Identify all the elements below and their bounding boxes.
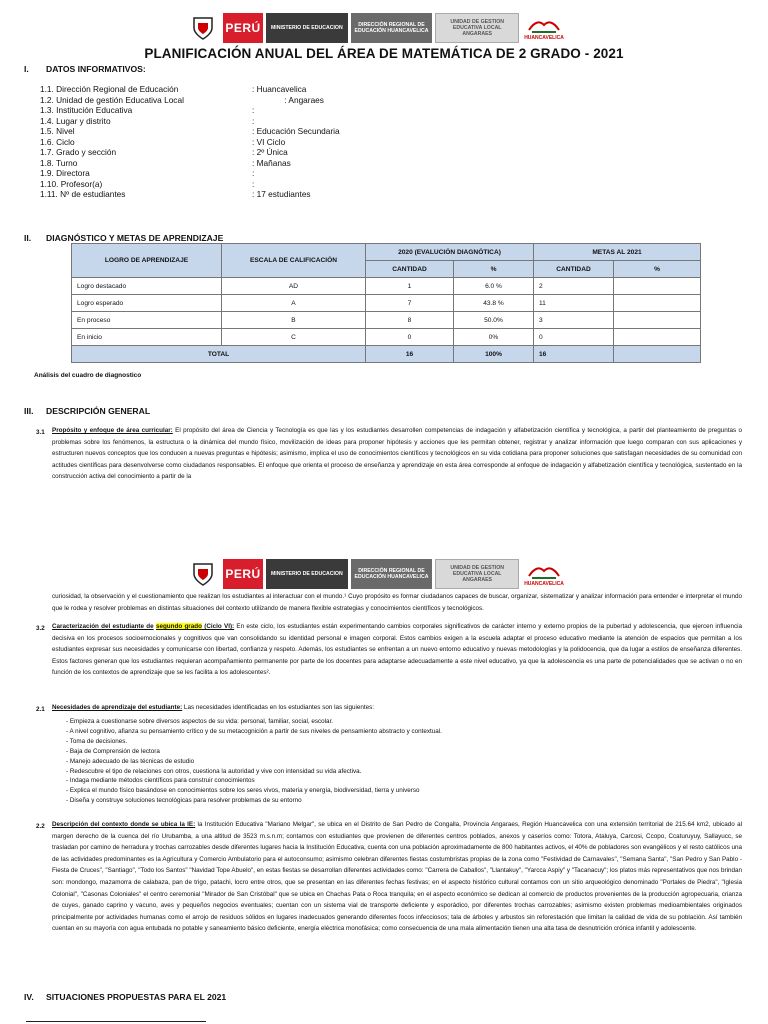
- col-metas: METAS AL 2021: [534, 244, 701, 261]
- page-title: PLANIFICACIÓN ANUAL DEL ÁREA DE MATEMÁTICA DE 2 GRADO - 2021: [144, 46, 624, 61]
- header-banner-page-2: [186, 559, 566, 589]
- region-logo-label: HUANCAVELICA: [524, 580, 564, 587]
- datos-row: [40, 137, 340, 148]
- cell-total-label: TOTAL: [72, 346, 366, 363]
- datos-informativos: [40, 84, 340, 200]
- cell-cantidad: 0: [366, 329, 454, 346]
- datos-key: 1.6. Ciclo: [40, 136, 75, 147]
- table-row: [72, 295, 701, 312]
- datos-value: : Angaraes: [252, 94, 324, 105]
- datos-key: 1.5. Nivel: [40, 126, 75, 136]
- table-row: [72, 278, 701, 295]
- cell-meta-pct: [614, 329, 701, 346]
- p31-text: El propósito del área de Ciencia y Tecnología es que las y los estudiantes desarrollen competencias de indagación y alfabetización científica y tecnológica, a partir del planteamiento de preguntas o problemas sobre los fenómenos, la estructura o la dinámica del mundo físico, movilización de ideas para proponer hipótesis y acciones que les permitan obtener, registrar y analizar información que luego comparan con sus aplicaciones y estructuren nuevos conceptos que los conducen a nuevas preguntas e hipótesis; asimismo, implica el uso de conocimientos científicos y tecnológicos en su vida cotidiana para proponer soluciones que satisfagan necesidades de su comunidad con actitudes científicas para desenvolverse como ciudadanos responsables. El enfoque que orienta el proceso de enseñanza y aprendizaje en esta área corresponde al enfoque de indagación y alfabetización científica y tecnológica, sustentado en la construcción activa del conocimiento a partir de la: [52, 427, 743, 481]
- p32-label-highlight: segundo grado: [155, 623, 202, 630]
- datos-value: : 17 estudiantes: [252, 189, 311, 199]
- list-item: - Explica el mundo físico basándose en conocimientos sobre los seres vivos, materia y energía, biodiversidad, tierra y universo: [66, 786, 442, 796]
- cell-escala: B: [222, 312, 366, 329]
- p21-label: Necesidades de aprendizaje del estudiante:: [52, 704, 183, 711]
- datos-value: : 2º Única: [252, 147, 288, 157]
- datos-key: 1.7. Grado y sección: [40, 147, 117, 157]
- datos-value: : Huancavelica: [252, 84, 307, 94]
- datos-value: :: [252, 178, 255, 189]
- direccion-label: DIRECCIÓN REGIONAL DE EDUCACIÓN HUANCAVELICA: [351, 13, 433, 43]
- section-1-title: DATOS INFORMATIVOS:: [46, 64, 146, 74]
- section-4-title: SITUACIONES PROPUESTAS PARA EL 2021: [46, 992, 227, 1002]
- cell-logro: En inicio: [72, 329, 222, 346]
- datos-value: :: [252, 105, 255, 115]
- list-item: - Indaga mediante métodos científicos para construir conocimientos: [66, 776, 442, 786]
- table-row: [72, 312, 701, 329]
- list-item: - A nivel cognitivo, afianza su pensamiento crítico y de su metacognición a partir de sus niveles de pensamiento abstracto y contextual.: [66, 727, 442, 737]
- p22-paragraph: [52, 819, 742, 935]
- cell-logro: En proceso: [72, 312, 222, 329]
- p32-number: 3.2: [36, 625, 45, 632]
- datos-row: [40, 179, 340, 190]
- peru-label: PERÚ: [223, 559, 263, 589]
- section-2-heading: [24, 233, 223, 243]
- datos-key: 1.2. Unidad de gestión Educativa Local: [40, 94, 184, 105]
- list-item: - Empieza a cuestionarse sobre diversos aspectos de su vida: personal, familiar, social, escolar.: [66, 717, 442, 727]
- cell-escala: C: [222, 329, 366, 346]
- section-1-number: I.: [24, 64, 29, 74]
- cell-total-meta: 16: [534, 346, 614, 363]
- cell-total-meta-pct: [614, 346, 701, 363]
- datos-value: :: [252, 115, 255, 126]
- datos-row: [40, 158, 340, 169]
- cell-meta-pct: [614, 295, 701, 312]
- diagnostic-table: [71, 243, 701, 363]
- table-header-row: [72, 244, 701, 261]
- cell-pct: 43.8 %: [454, 295, 534, 312]
- p22-label: Descripción del contexto donde se ubica la IE:: [52, 821, 196, 828]
- section-3-title: DESCRIPCIÓN GENERAL: [46, 406, 151, 416]
- col-pct-meta: %: [614, 261, 701, 278]
- analysis-note: Análisis del cuadro de diagnostico: [34, 372, 142, 379]
- datos-key: 1.1. Dirección Regional de Educación: [40, 84, 179, 94]
- region-logo-label: HUANCAVELICA: [524, 34, 564, 41]
- cell-pct: 50.0%: [454, 312, 534, 329]
- col-cantidad-meta: CANTIDAD: [534, 261, 614, 278]
- list-item: - Baja de Comprensión de lectora: [66, 747, 442, 757]
- col-2020: 2020 (EVALUCIÓN DIAGNÓTICA): [366, 244, 534, 261]
- datos-row: [40, 126, 340, 137]
- datos-row: [40, 168, 340, 179]
- datos-value: : VI Ciclo: [252, 136, 286, 147]
- cell-meta-pct: [614, 312, 701, 329]
- p31-paragraph: [52, 425, 742, 483]
- p22-number: 2.2: [36, 823, 45, 830]
- section-2-title: DIAGNÓSTICO Y METAS DE APRENDIZAJE: [46, 233, 224, 243]
- p21-number: 2.1: [36, 706, 45, 713]
- p21-paragraph: [52, 702, 742, 714]
- list-item: - Manejo adecuado de las técnicas de estudio: [66, 757, 442, 767]
- peru-label: PERÚ: [223, 13, 263, 43]
- datos-key: 1.10. Profesor(a): [40, 178, 103, 189]
- col-pct-2020: %: [454, 261, 534, 278]
- p31-label: Propósito y enfoque de área curricular:: [52, 427, 173, 434]
- p32-label-a: Caracterización del estudiante de: [52, 623, 154, 630]
- p32-text: En este ciclo, los estudiantes están experimentando cambios corporales significativos de carácter interno y externo propios de la pubertad y adolescencia, que ejercen influencia decisiva en los procesos socioemocionales y cognitivos que van consolidando su identidad personal e imagen corporal. Estos cambios exigen a la escuela adaptar el proceso educativo mediante la atención de espacios que permitan a los estudiantes expresar sus necesidades y comunicarse con libertad, confianza y respeto. Además, los estudiantes se enfrentan a un nuevo entorno educativo y nuevas metodologías y la polidocencia, que da lugar a estilos de enseñanza diferentes. Estos factores generan que los estudiantes requieran acompañamiento permanente por parte de los docentes para adaptarse adecuadamente a este nivel educativo, ya que la adolescencia es una parte de potencialidades que se activan o no en función de los contextos de aprendizaje que se les facilita a los adolescentes².: [52, 623, 742, 677]
- datos-key: 1.3. Institución Educativa: [40, 105, 133, 115]
- p31-number: 3.1: [36, 429, 45, 436]
- cell-cantidad: 8: [366, 312, 454, 329]
- cell-total-pct: 100%: [454, 346, 534, 363]
- cell-escala: AD: [222, 278, 366, 295]
- cell-logro: Logro esperado: [72, 295, 222, 312]
- datos-row: [40, 147, 340, 158]
- col-escala: ESCALA DE CALIFICACIÓN: [222, 244, 366, 278]
- cell-meta-pct: [614, 278, 701, 295]
- peru-shield-icon: [186, 13, 220, 43]
- cell-cantidad: 7: [366, 295, 454, 312]
- col-logro: LOGRO DE APRENDIZAJE: [72, 244, 222, 278]
- datos-row: [40, 84, 340, 95]
- table-row: [72, 329, 701, 346]
- list-item: - Toma de decisiones.: [66, 737, 442, 747]
- datos-key: 1.8. Turno: [40, 157, 78, 168]
- datos-row: [40, 189, 340, 200]
- p31-continuation: curiosidad, la observación y el cuestionamiento que realizan los estudiantes al interactuar con el mundo.¹ Cuyo propósito es formar ciudadanos capaces de buscar, organizar, sistematizar y analizar información para entender e interpretar el mundo que le rodea y resolver problemas en distintas situaciones del contexto utilizando de manera flexible estrategias y conocimientos científicos y tecnológicos.: [52, 593, 742, 612]
- datos-value: :: [252, 168, 255, 178]
- ministerio-label: MINISTERIO DE EDUCACION: [266, 13, 348, 43]
- datos-value: : Mañanas: [252, 157, 291, 168]
- section-3-number: III.: [24, 406, 34, 416]
- direccion-label: DIRECCIÓN REGIONAL DE EDUCACIÓN HUANCAVELICA: [351, 559, 433, 589]
- footnote-divider: [26, 1021, 206, 1022]
- cell-escala: A: [222, 295, 366, 312]
- cell-pct: 0%: [454, 329, 534, 346]
- unidad-label: UNIDAD DE GESTION EDUCATIVA LOCAL ANGARAES: [435, 559, 519, 589]
- region-logo: [522, 13, 566, 43]
- unidad-label: UNIDAD DE GESTION EDUCATIVA LOCAL ANGARAES: [435, 13, 519, 43]
- section-2-number: II.: [24, 233, 32, 243]
- region-logo: [522, 559, 566, 589]
- datos-row: [40, 105, 340, 116]
- cell-meta: 0: [534, 329, 614, 346]
- cell-logro: Logro destacado: [72, 278, 222, 295]
- p22-text: la Institución Educativa "Mariano Melgar", se ubica en el Distrito de San Pedro de Congalla, Provincia Angaraes, Región Huancavelica con una extensión territorial de 215.64 km2, ubicado al margen derecho de la cuenca del río Urubamba, a una altitud de 3523 m.s.n.m; contamos con estudiantes que provienen de diferentes centros poblados, anexos y caseríos como: Totora, Ataluya, Carcosi, Ccopo, Ccaturuyuy, Sallayucc, se trasladan por camino de herradura y trochas carrozables desde diferentes lugares hacia la Institución Educativa, cuenta con una población aproximadamente de 800 habitantes activos, el 40% de pobladores son evangélicos y el resto católicos una de las actividades predominantes es la Agricultura y Comercio Ambulatorio para el autoconsumo; asimismo celebran diferentes fiestas costumbristas propias de la zona como "Festividad de Carnavales", "Semana Santa", "San Pedro y San Pablo - Fiesta de Cruces", "Santiago", "Todo los Santos" "Navidad Tope Abuelo", en estas fiestas se desarrollan diferentes actividades como: "Carrera de Caballos", "Llantakuy", "Yarcca Aspiy" y "Tacanacuy"; los platos más representativos que nos brindan son: mondongo, mazamorra de calabaza, pan de trigo, patachi, locro entre otros, que se presentan en las diferentes fechas festivas; en el aspecto histórico cultural contamos con un sitio arqueológico denominado "Portales de Piedra", "Iglesia Colonial", "Casonas Coloniales" el centro ceremonial "Mirador de San Cristóbal" que se ubica en Chachas Pata o Roca tranquila; en el aspecto económico se dedican al comercio de productos provenientes de la producción agropecuaria, crianza de cuyes, ganado caprino y vacuno, aves y pequeños negocios eventuales; cuentan con un sistema vial de transporte deficiente y esporádico, por diferentes trochas carrozables; asimismo existen problemas medioambientales originados principalmente por actividades humanas como el arrojo de residuos sólidos en lugares inadecuados generando diferentes focos infecciosos; tala de árboles y arbustos sin reforestación que limitan la calidad de vida de su población. Así también cuentan en su mayoría con agua entubada no potable y saneamiento básico deficiente, energía eléctrica monofásica; como consecuencia de una mala alimentación tienen una alta tasa de desnutrición crónica infantil y adolescente.: [52, 821, 742, 933]
- header-banner: [186, 13, 566, 43]
- cell-cantidad: 1: [366, 278, 454, 295]
- datos-row: [40, 116, 340, 127]
- cell-total-cantidad: 16: [366, 346, 454, 363]
- needs-list: [66, 717, 442, 806]
- datos-key: 1.4. Lugar y distrito: [40, 115, 111, 126]
- region-logo-icon: [527, 16, 561, 34]
- col-cantidad-2020: CANTIDAD: [366, 261, 454, 278]
- section-1-heading: [24, 64, 146, 74]
- p21-text: Las necesidades identificadas en los estudiantes son las siguientes:: [182, 704, 375, 711]
- p32-paragraph: [52, 621, 742, 679]
- list-item: - Redescubre el tipo de relaciones con otros, cuestiona la autoridad y vive con intensidad su vida afectiva.: [66, 767, 442, 777]
- region-logo-icon: [527, 562, 561, 580]
- table-total-row: [72, 346, 701, 363]
- cell-meta: 11: [534, 295, 614, 312]
- section-4-heading: [24, 992, 226, 1002]
- cell-pct: 6.0 %: [454, 278, 534, 295]
- cell-meta: 3: [534, 312, 614, 329]
- section-3-heading: [24, 406, 150, 416]
- datos-key: 1.11. Nº de estudiantes: [40, 189, 126, 199]
- ministerio-label: MINISTERIO DE EDUCACION: [266, 559, 348, 589]
- section-4-number: IV.: [24, 992, 34, 1002]
- list-item: - Diseña y construye soluciones tecnológicas para resolver problemas de su entorno: [66, 796, 442, 806]
- peru-shield-icon: [186, 559, 220, 589]
- cell-meta: 2: [534, 278, 614, 295]
- datos-value: : Educación Secundaria: [252, 126, 340, 136]
- datos-row: [40, 95, 340, 106]
- p32-label-b: (Ciclo VI):: [201, 623, 235, 630]
- datos-key: 1.9. Directora: [40, 168, 90, 178]
